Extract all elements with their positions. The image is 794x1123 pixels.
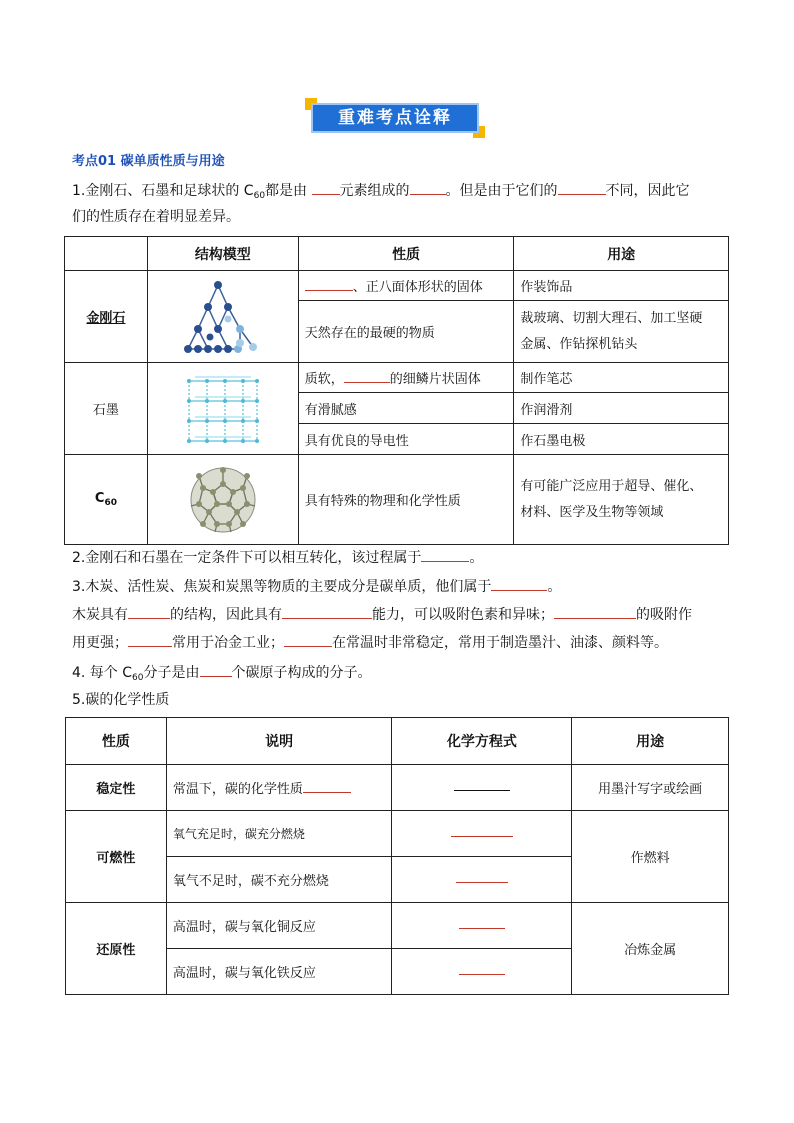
- combustion-equation-1: [392, 811, 572, 857]
- question-3-line-2: 木炭具有 的结构，因此具有 能力，可以吸附色素和异味； 的吸附作: [72, 607, 692, 623]
- q1-text: 元素组成的: [339, 183, 410, 199]
- answer-blank[interactable]: [554, 606, 636, 619]
- reduction-equation-1: [392, 903, 572, 949]
- answer-blank[interactable]: [284, 634, 332, 647]
- q1-text: 不同，因此它: [605, 183, 690, 199]
- table-header: 性质: [66, 718, 167, 765]
- graphite-label: 石墨: [65, 363, 148, 455]
- table-header: 化学方程式: [392, 718, 572, 765]
- diamond-property-1: 、正八面体形状的固体: [298, 271, 514, 301]
- graphite-model-cell: [147, 363, 298, 455]
- c60-use: 有可能广泛应用于超导、催化、 材料、医学及生物等领域: [514, 455, 729, 545]
- answer-blank[interactable]: [558, 182, 606, 195]
- answer-blank[interactable]: [128, 634, 172, 647]
- c60-structure-image: [185, 462, 261, 538]
- table-header: 用途: [572, 718, 729, 765]
- combustion-equation-2: [392, 857, 572, 903]
- diamond-label: 金刚石: [65, 271, 148, 363]
- graphite-use-2: 作润滑剂: [514, 393, 729, 424]
- table-header: 性质: [298, 237, 514, 271]
- answer-blank[interactable]: [421, 549, 469, 562]
- combustion-label: 可燃性: [66, 811, 167, 903]
- diamond-structure-image: [178, 277, 268, 357]
- graphite-property-1: 质软， 的细鳞片状固体: [298, 363, 514, 393]
- c60-label: $C_{60}$: [65, 455, 148, 545]
- table-header: 用途: [514, 237, 729, 271]
- diamond-model-cell: [147, 271, 298, 363]
- question-1-line-2: 们的性质存在着明显差异。: [72, 209, 240, 225]
- question-3-line-1: 3.木炭、活性炭、焦炭和炭黑等物质的主要成分是碳单质，他们属于 。: [72, 579, 562, 595]
- table-header: 结构模型: [147, 237, 298, 271]
- graphite-property-2: 有滑腻感: [298, 393, 514, 424]
- answer-blank[interactable]: [305, 278, 353, 291]
- reduction-description-2: 高温时，碳与氧化铁反应: [166, 949, 392, 995]
- answer-blank[interactable]: [410, 182, 446, 195]
- diamond-property-2: 天然存在的最硬的物质: [298, 301, 514, 363]
- reduction-description-1: 高温时，碳与氧化铜反应: [166, 903, 392, 949]
- graphite-property-3: 具有优良的导电性: [298, 424, 514, 455]
- answer-blank[interactable]: [128, 606, 170, 619]
- diamond-use-1: 作装饰品: [514, 271, 729, 301]
- answer-blank[interactable]: [459, 974, 505, 975]
- question-5-title: 5.碳的化学性质: [72, 692, 170, 708]
- c60-property: 具有特殊的物理和化学性质: [298, 455, 514, 545]
- question-4: 4. 每个 $C_{60}$分子是由 个碳原子构成的分子。: [72, 665, 372, 683]
- question-1-line-1: [72, 182, 690, 205]
- answer-blank[interactable]: [451, 836, 513, 837]
- q1-text: 。但是由于它们的: [445, 183, 558, 199]
- answer-blank[interactable]: [312, 182, 340, 195]
- section-banner: [305, 98, 485, 138]
- answer-blank[interactable]: [282, 606, 372, 619]
- stability-label: 稳定性: [66, 765, 167, 811]
- topic-heading: 考点01 碳单质性质与用途: [72, 154, 225, 169]
- answer-blank[interactable]: [491, 578, 547, 591]
- combustion-description-1: 氧气充足时，碳充分燃烧: [166, 811, 392, 857]
- reduction-use: 冶炼金属: [572, 903, 729, 995]
- stability-equation: [392, 765, 572, 811]
- table-header: [65, 237, 148, 271]
- answer-blank[interactable]: [344, 370, 390, 383]
- diamond-use-2: 裁玻璃、切割大理石、加工坚硬 金属、作钻探机钻头: [514, 301, 729, 363]
- reduction-label: 还原性: [66, 903, 167, 995]
- answer-blank[interactable]: [456, 882, 508, 883]
- answer-blank[interactable]: [200, 664, 232, 677]
- answer-blank[interactable]: [303, 780, 351, 793]
- carbon-chemical-properties-table: [65, 717, 729, 995]
- combustion-description-2: 氧气不足时，碳不充分燃烧: [166, 857, 392, 903]
- combustion-use: 作燃料: [572, 811, 729, 903]
- stability-description: 常温下，碳的化学性质: [166, 765, 392, 811]
- question-3-line-3: 用更强； 常用于冶金工业； 在常温时非常稳定，常用于制造墨汁、油漆、颜料等。: [72, 635, 668, 651]
- graphite-structure-image: [183, 371, 263, 447]
- banner-title: 重难考点诠释: [311, 103, 479, 133]
- graphite-use-3: 作石墨电极: [514, 424, 729, 455]
- answer-blank[interactable]: [459, 928, 505, 929]
- reduction-equation-2: [392, 949, 572, 995]
- carbon-allotropes-table: [64, 236, 729, 545]
- question-2: 2.金刚石和石墨在一定条件下可以相互转化，该过程属于 。: [72, 550, 484, 566]
- q1-text: 都是由: [265, 183, 312, 199]
- stability-use: 用墨汁写字或绘画: [572, 765, 729, 811]
- no-equation-line: [454, 790, 510, 791]
- q1-subscript: 60: [253, 191, 266, 201]
- table-header: 说明: [166, 718, 392, 765]
- q1-text: 1.金刚石、石墨和足球状的 C: [72, 183, 254, 199]
- graphite-use-1: 制作笔芯: [514, 363, 729, 393]
- c60-model-cell: [147, 455, 298, 545]
